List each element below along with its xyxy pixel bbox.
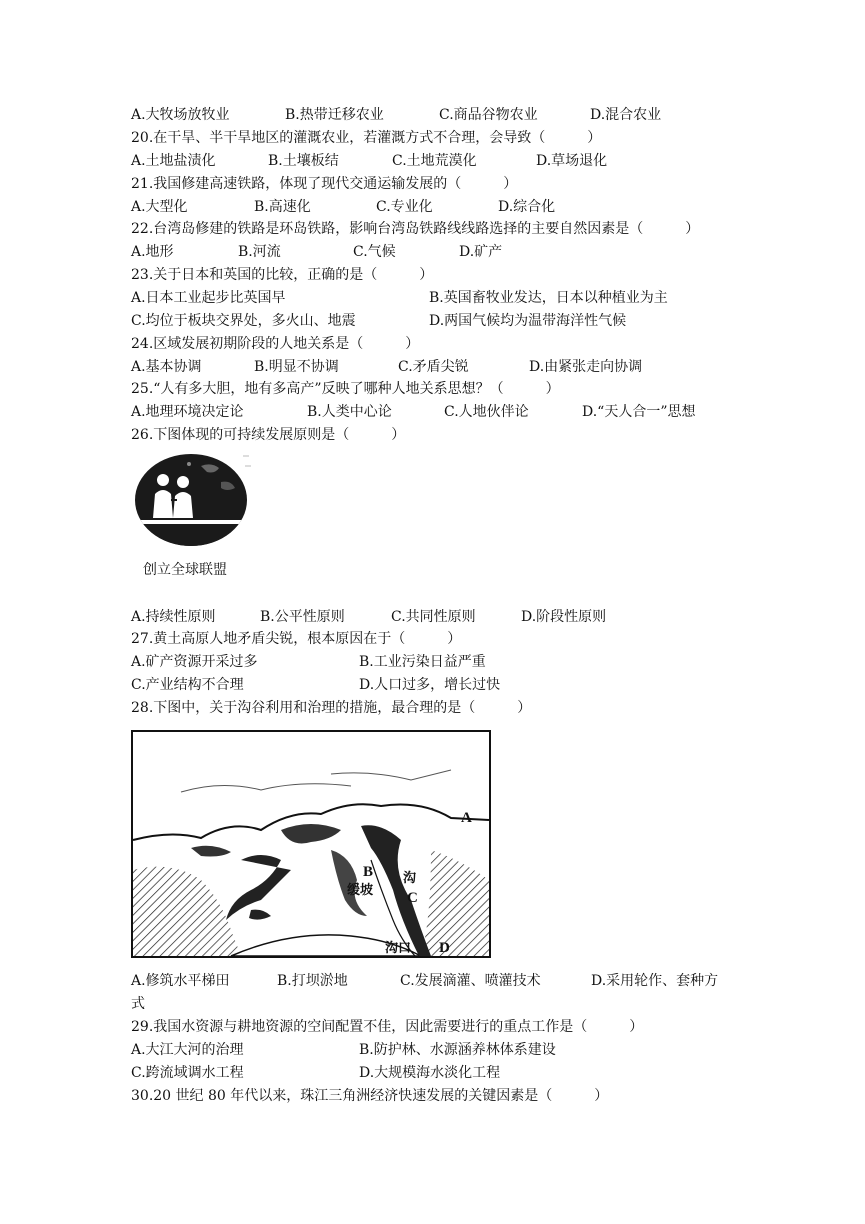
q22-option-c: C.气候	[353, 244, 396, 260]
q25-option-c: C.人地伙伴论	[444, 404, 529, 420]
q23-option-b: B.英国畜牧业发达，日本以种植业为主	[429, 290, 668, 306]
q20-option-a: A.土地盐渍化	[131, 153, 216, 169]
q26-option-d: D.阶段性原则	[521, 609, 607, 625]
q21-stem: 21.我国修建高速铁路，体现了现代交通运输发展的（ ）	[131, 176, 518, 192]
global-alliance-figure	[131, 452, 251, 552]
q23-option-c: C.均位于板块交界处，多火山、地震	[131, 313, 356, 329]
q19-option-a: A.大牧场放牧业	[131, 107, 230, 123]
q20-stem: 20.在干旱、半干旱地区的灌溉农业，若灌溉方式不合理，会导致（ ）	[131, 130, 602, 146]
q23-option-d: D.两国气候均为温带海洋性气候	[429, 313, 627, 329]
q20-option-b: B.土壤板结	[268, 153, 339, 169]
q22-option-b: B.河流	[238, 244, 281, 260]
q25-option-d: D.“天人合一”思想	[582, 404, 696, 420]
q23-stem: 23.关于日本和英国的比较，正确的是（ ）	[131, 267, 434, 283]
q24-option-c: C.矛盾尖锐	[398, 359, 469, 375]
q20-option-c: C.土地荒漠化	[392, 153, 477, 169]
q27-option-b: B.工业污染日益严重	[359, 654, 486, 670]
q29-option-b: B.防护林、水源涵养林体系建设	[359, 1042, 556, 1058]
label-a: A	[461, 810, 472, 826]
q27-option-d: D.人口过多，增长过快	[359, 677, 501, 693]
q26-stem: 26.下图体现的可持续发展原则是（ ）	[131, 427, 406, 443]
q27-option-c: C.产业结构不合理	[131, 677, 244, 693]
q26-option-c: C.共同性原则	[391, 609, 476, 625]
q22-option-a: A.地形	[131, 244, 174, 260]
q25-stem: 25.“人有多大胆，地有多高产”反映了哪种人地关系思想？（ ）	[131, 381, 560, 397]
q28-option-d-wrap: 式	[131, 996, 145, 1012]
q28-stem: 28.下图中，关于沟谷利用和治理的措施，最合理的是（ ）	[131, 700, 532, 716]
label-slope: 缓坡	[347, 883, 374, 898]
q25-option-b: B.人类中心论	[307, 404, 392, 420]
q29-option-d: D.大规模海水淡化工程	[359, 1065, 501, 1081]
q25-option-a: A.地理环境决定论	[131, 404, 244, 420]
q21-option-c: C.专业化	[376, 199, 433, 215]
q19-option-d: D.混合农业	[590, 107, 662, 123]
q30-stem: 30.20 世纪 80 年代以来，珠江三角洲经济快速发展的关键因素是（ ）	[131, 1088, 609, 1104]
q24-option-b: B.明显不协调	[254, 359, 339, 375]
q27-stem: 27.黄土高原人地矛盾尖锐，根本原因在于（ ）	[131, 631, 462, 647]
label-gully: 沟	[403, 871, 417, 886]
q23-option-a: A.日本工业起步比英国早	[131, 290, 286, 306]
q19-option-b: B.热带迁移农业	[285, 107, 384, 123]
q29-option-a: A.大江大河的治理	[131, 1042, 244, 1058]
gully-diagram	[131, 730, 491, 958]
q24-option-d: D.由紧张走向协调	[529, 359, 643, 375]
q22-option-d: D.矿产	[459, 244, 503, 260]
q20-option-d: D.草场退化	[536, 153, 608, 169]
label-d: D	[439, 940, 450, 956]
q28-option-d: D.采用轮作、套种方	[591, 973, 719, 989]
label-gully-mouth: 沟口	[385, 941, 412, 956]
label-c: C	[407, 890, 418, 906]
q26-option-b: B.公平性原则	[260, 609, 345, 625]
q21-option-a: A.大型化	[131, 199, 188, 215]
q21-option-d: D.综合化	[498, 199, 556, 215]
q24-option-a: A.基本协调	[131, 359, 202, 375]
q22-stem: 22.台湾岛修建的铁路是环岛铁路，影响台湾岛铁路线线路选择的主要自然因素是（ ）	[131, 221, 700, 237]
q29-option-c: C.跨流域调水工程	[131, 1065, 244, 1081]
q26-option-a: A.持续性原则	[131, 609, 216, 625]
q28-option-a: A.修筑水平梯田	[131, 973, 230, 989]
q28-option-c: C.发展滴灌、喷灌技术	[400, 973, 541, 989]
q21-option-b: B.高速化	[254, 199, 311, 215]
q28-option-b: B.打坝淤地	[277, 973, 348, 989]
figure-caption: 创立全球联盟	[143, 562, 227, 578]
q27-option-a: A.矿产资源开采过多	[131, 654, 258, 670]
q24-stem: 24.区域发展初期阶段的人地关系是（ ）	[131, 336, 420, 352]
q19-option-c: C.商品谷物农业	[439, 107, 538, 123]
q29-stem: 29.我国水资源与耕地资源的空间配置不佳，因此需要进行的重点工作是（ ）	[131, 1019, 644, 1035]
label-b: B	[363, 864, 374, 880]
